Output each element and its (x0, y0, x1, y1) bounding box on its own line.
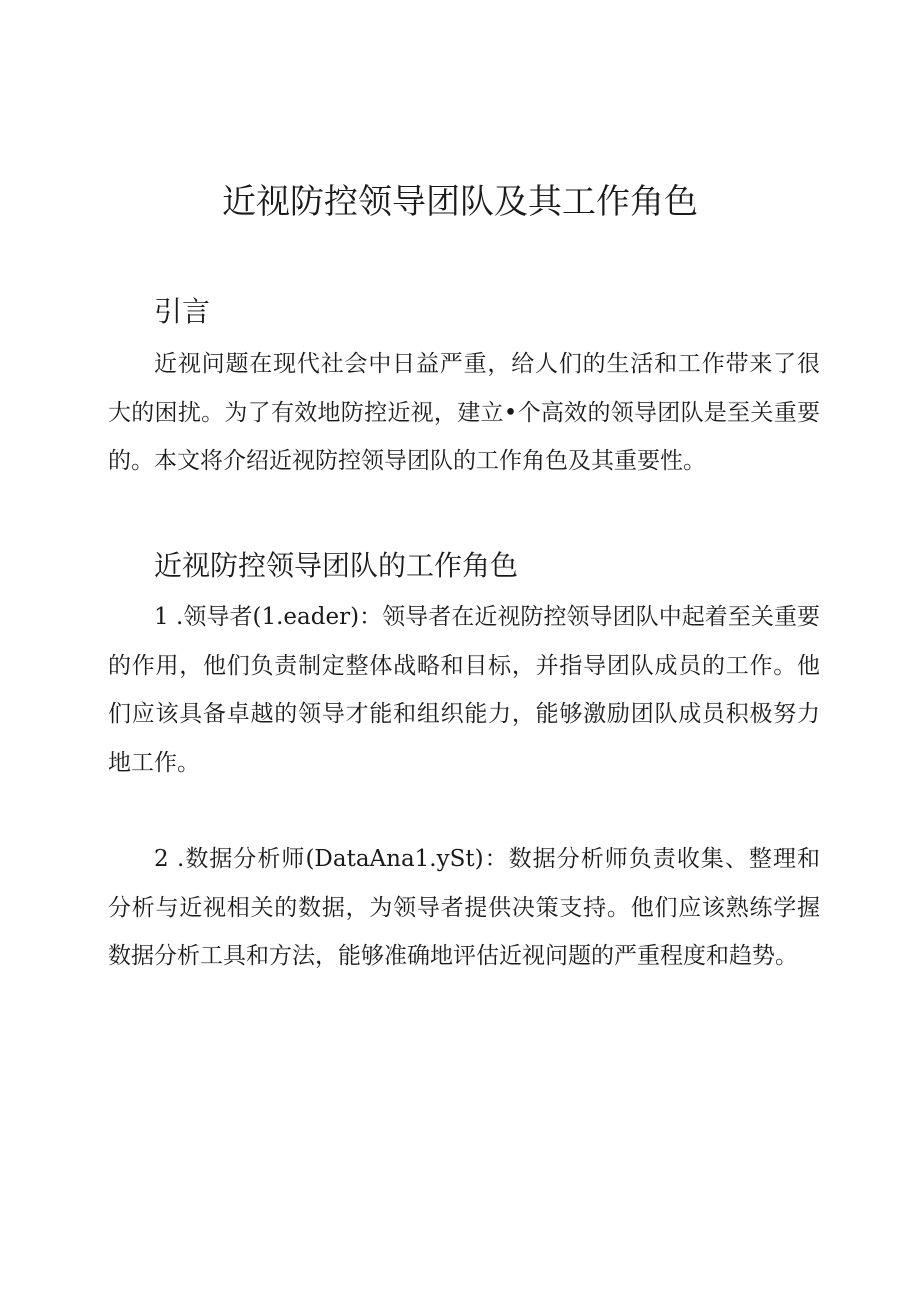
role-paragraph-data-analyst: 2 .数据分析师(DataAna1.ySt)：数据分析师负责收集、整理和分析与近视相关的数据，为领导者提供决策支持。他们应该熟练学握数据分析工具和方法，能够准确地评估近视问题的严重程度和趋势。 (108, 846, 820, 969)
section-heading-roles: 近视防控领导团队的工作角色 (154, 549, 519, 582)
role-paragraph-leader: 1 .领导者(1.eader)：领导者在近视防控领导团队中起着至关重要的作用，他们负责制定整体战略和目标，并指导团队成员的工作。他们应该具备卓越的领导才能和组织能力，能够激励团队成员积极努力地工作。 (108, 604, 820, 776)
intro-paragraph: 近视问题在现代社会中日益严重，给人们的生活和工作带来了很大的困扰。为了有效地防控近视，建立•个高效的领导团队是至关重要的。本文将介绍近视防控领导团队的工作角色及其重要性。 (108, 351, 820, 474)
section-heading-intro: 引言 (154, 295, 211, 328)
document-title: 近视防控领导团队及其工作角色 (222, 182, 698, 222)
